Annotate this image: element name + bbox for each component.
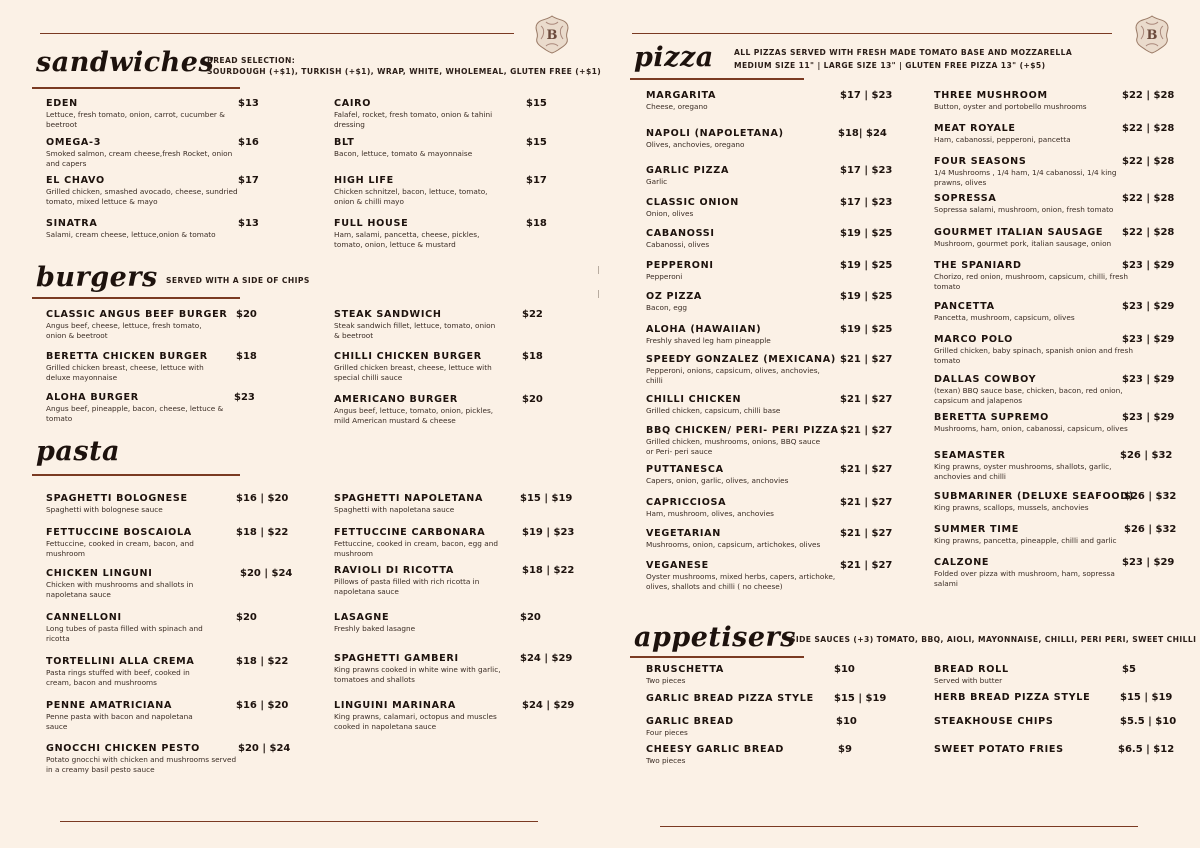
item-name: SPAGHETTI GAMBERI [334, 653, 459, 664]
menu-item [334, 527, 509, 559]
item-price: $15 | $19 [834, 693, 887, 704]
item-description: Smoked salmon, cream cheese,fresh Rocket, onion and capers [46, 149, 233, 168]
item-description: Garlic [646, 177, 668, 186]
item-description: Grilled chicken, baby spinach, spanish onion and fresh tomato [934, 346, 1133, 365]
menu-item [46, 175, 238, 207]
item-description: Bacon, lettuce, tomato & mayonnaise [334, 149, 473, 158]
item-price: $15 | $19 [520, 493, 573, 504]
menu-item [334, 565, 509, 597]
burgers-rule [32, 297, 240, 299]
item-name: GARLIC BREAD PIZZA STYLE [646, 693, 814, 704]
item-name: DALLAS COWBOY [934, 374, 1037, 385]
item-description: King prawns, scallops, mussels, anchovies [934, 503, 1089, 512]
sandwiches-note: BREAD SELECTION: [207, 56, 296, 65]
item-price: $16 | $20 [236, 493, 289, 504]
item-description: Mushroom, gourmet pork, italian sausage, onion [934, 239, 1112, 248]
menu-item [934, 193, 1144, 215]
appetisers-note: SIDE SAUCES (+3) TOMATO, BBQ, AIOLI, MAYONNAISE, CHILLI, PERI PERI, SWEET CHILLI [790, 635, 1197, 644]
item-description: Angus beef, cheese, lettuce, fresh tomato, onion & beetroot [46, 321, 202, 340]
item-name: CABANOSSI [646, 228, 715, 239]
crest-letter: B [1146, 28, 1158, 43]
item-price: $20 [236, 309, 257, 320]
item-price: $18 | $22 [236, 527, 289, 538]
menu-item [934, 374, 1134, 406]
item-price: $22 | $28 [1122, 123, 1175, 134]
menu-item [646, 425, 839, 457]
item-description: Button, oyster and portobello mushrooms [934, 102, 1087, 111]
menu-item [46, 527, 204, 559]
menu-item [46, 612, 204, 644]
item-name: ALOHA (HAWAIIAN) [646, 324, 762, 335]
item-price: $18| $24 [838, 128, 887, 139]
item-name: SWEET POTATO FRIES [934, 744, 1064, 755]
item-description: Grilled chicken breast, cheese, lettuce with deluxe mayonnaise [46, 363, 204, 382]
item-price: $26 | $32 [1120, 450, 1173, 461]
item-name: EDEN [46, 98, 78, 109]
menu-item [934, 260, 1134, 292]
menu-item [646, 664, 816, 686]
item-price: $15 [526, 98, 547, 109]
item-name: BRUSCHETTA [646, 664, 725, 675]
item-description: Mushrooms, ham, onion, cabanossi, capsicum, olives [934, 424, 1128, 433]
item-description: Olives, anchovies, oregano [646, 140, 745, 149]
item-price: $17 [238, 175, 259, 186]
item-name: CALZONE [934, 557, 990, 568]
menu-item [334, 653, 509, 685]
item-description: King prawns, oyster mushrooms, shallots, garlic, anchovies and chilli [934, 462, 1112, 481]
menu-item [934, 692, 1104, 704]
crest-logo [534, 14, 570, 54]
top-rule [40, 33, 514, 34]
item-name: BERETTA CHICKEN BURGER [46, 351, 208, 362]
menu-item [46, 743, 244, 775]
item-name: GOURMET ITALIAN SAUSAGE [934, 227, 1104, 238]
item-name: FETTUCCINE CARBONARA [334, 527, 486, 538]
item-name: CAPRICCIOSA [646, 497, 727, 508]
item-price: $5.5 | $10 [1120, 716, 1177, 727]
item-description: Salami, cream cheese, lettuce,onion & tomato [46, 230, 216, 239]
pizza-title: pizza [634, 42, 714, 73]
item-price: $23 | $29 [1122, 412, 1175, 423]
item-price: $26 | $32 [1124, 491, 1177, 502]
item-price: $20 [522, 394, 543, 405]
menu-item [646, 228, 836, 250]
item-description: Angus beef, pineapple, bacon, cheese, lettuce & tomato [46, 404, 224, 423]
menu-item [646, 693, 816, 705]
menu-item [934, 716, 1104, 728]
item-name: GARLIC PIZZA [646, 165, 730, 176]
item-price: $26 | $32 [1124, 524, 1177, 535]
item-price: $13 [238, 98, 259, 109]
item-description: Two pieces [646, 756, 686, 765]
item-description: Potato gnocchi with chicken and mushrooms served in a creamy basil pesto sauce [46, 755, 237, 774]
item-price: $19 | $25 [840, 291, 893, 302]
crest-letter: B [546, 28, 558, 43]
item-price: $13 [238, 218, 259, 229]
item-description: Fettuccine, cooked in cream, bacon, egg and mushroom [334, 539, 498, 558]
item-description: Capers, onion, garlic, olives, anchovies [646, 476, 789, 485]
item-price: $9 [838, 744, 852, 755]
menu-item [46, 493, 204, 515]
item-name: GARLIC BREAD [646, 716, 734, 727]
menu-item [46, 137, 238, 169]
item-description: Grilled chicken, capsicum, chilli base [646, 406, 781, 415]
item-name: CANNELLONI [46, 612, 122, 623]
menu-item [934, 744, 1104, 756]
menu-item [334, 700, 504, 732]
item-name: AMERICANO BURGER [334, 394, 458, 405]
item-name: CHEESY GARLIC BREAD [646, 744, 785, 755]
item-description: Spaghetti with bolognese sauce [46, 505, 163, 514]
item-description: Grilled chicken, smashed avocado, cheese, sundried tomato, mixed lettuce & mayo [46, 187, 238, 206]
item-name: CLASSIC ONION [646, 197, 739, 208]
item-price: $22 | $28 [1122, 156, 1175, 167]
menu-item [934, 90, 1144, 112]
item-price: $24 | $29 [520, 653, 573, 664]
item-price: $19 | $23 [522, 527, 575, 538]
item-description: Pepperoni [646, 272, 683, 281]
item-name: STEAK SANDWICH [334, 309, 442, 320]
item-name: FOUR SEASONS [934, 156, 1027, 167]
item-price: $19 | $25 [840, 260, 893, 271]
item-name: RAVIOLI DI RICOTTA [334, 565, 454, 576]
item-price: $24 | $29 [522, 700, 575, 711]
item-name: SINATRA [46, 218, 98, 229]
item-price: $17 [526, 175, 547, 186]
right-page [600, 0, 1200, 848]
item-price: $17 | $23 [840, 165, 893, 176]
menu-item [934, 301, 1144, 323]
item-price: $21 | $27 [840, 464, 893, 475]
menu-item [646, 354, 836, 386]
item-name: OMEGA-3 [46, 137, 102, 148]
menu-item [46, 98, 238, 130]
item-description: Lettuce, fresh tomato, onion, carrot, cucumber & beetroot [46, 110, 225, 129]
item-price: $23 | $29 [1122, 557, 1175, 568]
pasta-rule [32, 474, 240, 476]
item-description: Pepperoni, onions, capsicum, olives, anchovies, chilli [646, 366, 820, 385]
pizza-note: MEDIUM SIZE 11" | LARGE SIZE 13" | GLUTEN FREE PIZZA 13" (+$5) [734, 61, 1046, 70]
item-description: King prawns, calamari, octopus and muscles cooked in napoletana sauce [334, 712, 497, 731]
menu-item [334, 394, 502, 426]
menu-item [646, 197, 836, 219]
item-name: GNOCCHI CHICKEN PESTO [46, 743, 201, 754]
item-name: THREE MUSHROOM [934, 90, 1048, 101]
menu-item [46, 351, 224, 383]
item-name: PANCETTA [934, 301, 995, 312]
page-edge-mark [598, 290, 599, 298]
item-price: $21 | $27 [840, 528, 893, 539]
item-price: $20 | $24 [238, 743, 291, 754]
item-description: Falafel, rocket, fresh tomato, onion & tahini dressing [334, 110, 493, 129]
item-description: Pancetta, mushroom, capsicum, olives [934, 313, 1075, 322]
item-name: HIGH LIFE [334, 175, 394, 186]
item-description: Cheese, oregano [646, 102, 708, 111]
item-description: Bacon, egg [646, 303, 687, 312]
item-name: CAIRO [334, 98, 372, 109]
item-name: CHICKEN LINGUNI [46, 568, 153, 579]
pizza-note: ALL PIZZAS SERVED WITH FRESH MADE TOMATO BASE AND MOZZARELLA [734, 48, 1073, 57]
item-description: Mushrooms, onion, capsicum, artichokes, olives [646, 540, 821, 549]
item-name: LINGUINI MARINARA [334, 700, 456, 711]
item-price: $5 [1122, 664, 1136, 675]
menu-item [46, 218, 238, 240]
item-description: (texan) BBQ sauce base, chicken, bacon, red onion, capsicum and jalapenos [934, 386, 1123, 405]
menu-item [934, 156, 1134, 188]
menu-item [934, 491, 1134, 513]
bottom-rule [660, 826, 1138, 827]
sandwiches-rule [32, 87, 240, 89]
item-name: SUMMER TIME [934, 524, 1019, 535]
menu-item [934, 412, 1134, 434]
item-price: $19 | $25 [840, 228, 893, 239]
item-price: $22 [522, 309, 543, 320]
sandwiches-title: sandwiches [36, 47, 215, 78]
item-price: $10 [834, 664, 855, 675]
item-price: $23 | $29 [1122, 334, 1175, 345]
item-name: BREAD ROLL [934, 664, 1009, 675]
item-price: $21 | $27 [840, 497, 893, 508]
item-description: Ham, mushroom, olives, anchovies [646, 509, 774, 518]
menu-item [334, 98, 509, 130]
item-name: CHILLI CHICKEN BURGER [334, 351, 482, 362]
menu-item [646, 165, 836, 187]
item-price: $20 | $24 [240, 568, 293, 579]
item-name: THE SPANIARD [934, 260, 1022, 271]
menu-item [334, 175, 509, 207]
item-description: Chicken with mushrooms and shallots in napoletana sauce [46, 580, 194, 599]
menu-item [934, 334, 1134, 366]
item-name: FETTUCCINE BOSCAIOLA [46, 527, 192, 538]
item-name: PENNE AMATRICIANA [46, 700, 173, 711]
item-name: SPAGHETTI BOLOGNESE [46, 493, 188, 504]
item-description: Two pieces [646, 676, 686, 685]
item-name: STEAKHOUSE CHIPS [934, 716, 1054, 727]
item-description: Onion, olives [646, 209, 694, 218]
item-description: Freshly shaved leg ham pineapple [646, 336, 771, 345]
menu-item [46, 309, 228, 341]
menu-item [46, 656, 214, 688]
item-name: LASAGNE [334, 612, 390, 623]
menu-item [646, 744, 816, 766]
item-description: Penne pasta with bacon and napoletana sauce [46, 712, 193, 731]
item-price: $16 [238, 137, 259, 148]
menu-item [646, 324, 836, 346]
item-description: Spaghetti with napoletana sauce [334, 505, 455, 514]
item-price: $18 [522, 351, 543, 362]
item-description: Chorizo, red onion, mushroom, capsicum, chilli, fresh tomato [934, 272, 1128, 291]
menu-item [646, 464, 836, 486]
item-price: $17 | $23 [840, 197, 893, 208]
pasta-title: pasta [36, 436, 121, 467]
menu-item [646, 560, 840, 592]
item-name: SPAGHETTI NAPOLETANA [334, 493, 484, 504]
item-description: 1/4 Mushrooms , 1/4 ham, 1/4 cabanossi, 1/4 king prawns, olives [934, 168, 1117, 187]
menu-item [334, 218, 509, 250]
item-description: Fettuccine, cooked in cream, bacon, and mushroom [46, 539, 194, 558]
item-description: Pasta rings stuffed with beef, cooked in cream, bacon and mushrooms [46, 668, 190, 687]
page-edge-mark [598, 266, 599, 274]
item-name: SEAMASTER [934, 450, 1006, 461]
menu-item [646, 291, 836, 313]
item-price: $23 | $29 [1122, 260, 1175, 271]
item-price: $23 | $29 [1122, 301, 1175, 312]
item-name: BERETTA SUPREMO [934, 412, 1050, 423]
item-description: King prawns cooked in white wine with garlic, tomatoes and shallots [334, 665, 501, 684]
menu-item [334, 612, 509, 634]
item-description: Long tubes of pasta filled with spinach and ricotta [46, 624, 203, 643]
item-description: Four pieces [646, 728, 688, 737]
item-name: OZ PIZZA [646, 291, 702, 302]
item-price: $17 | $23 [840, 90, 893, 101]
item-name: BLT [334, 137, 355, 148]
item-description: King prawns, pancetta, pineapple, chilli and garlic [934, 536, 1117, 545]
item-name: MEAT ROYALE [934, 123, 1016, 134]
menu-item [334, 493, 509, 515]
item-description: Grilled chicken, mushrooms, onions, BBQ sauce or Peri- peri sauce [646, 437, 821, 456]
item-description: Ham, cabanossi, pepperoni, pancetta [934, 135, 1071, 144]
appetisers-rule [630, 656, 804, 658]
item-price: $20 [236, 612, 257, 623]
item-price: $18 [236, 351, 257, 362]
item-description: Freshly baked lasagne [334, 624, 416, 633]
item-price: $18 | $22 [522, 565, 575, 576]
item-price: $23 | $29 [1122, 374, 1175, 385]
bottom-rule [60, 821, 538, 822]
item-description: Steak sandwich fillet, lettuce, tomato, onion & beetroot [334, 321, 496, 340]
menu-item [934, 227, 1144, 249]
item-price: $15 [526, 137, 547, 148]
item-description: Grilled chicken breast, cheese, lettuce with special chilli sauce [334, 363, 492, 382]
menu-item [646, 394, 836, 416]
item-name: MARCO POLO [934, 334, 1014, 345]
item-price: $19 | $25 [840, 324, 893, 335]
top-rule [632, 33, 1112, 34]
item-name: ALOHA BURGER [46, 392, 139, 403]
item-name: MARGARITA [646, 90, 717, 101]
menu-item [334, 351, 502, 383]
item-price: $15 | $19 [1120, 692, 1173, 703]
menu-item [934, 664, 1104, 686]
menu-item [46, 392, 224, 424]
burgers-note: SERVED WITH A SIDE OF CHIPS [166, 276, 310, 285]
menu-item [646, 716, 816, 738]
item-name: CLASSIC ANGUS BEEF BURGER [46, 309, 228, 320]
item-description: Ham, salami, pancetta, cheese, pickles, tomato, onion, lettuce & mustard [334, 230, 480, 249]
menu-item [934, 557, 1134, 589]
item-name: CHILLI CHICKEN [646, 394, 742, 405]
item-description: Served with butter [934, 676, 1003, 685]
menu-item [934, 450, 1134, 482]
item-description: Sopressa salami, mushroom, onion, fresh tomato [934, 205, 1114, 214]
item-name: VEGETARIAN [646, 528, 722, 539]
sandwiches-note: SOURDOUGH (+$1), TURKISH (+$1), WRAP, WHITE, WHOLEMEAL, GLUTEN FREE (+$1) [207, 67, 602, 76]
menu-item [334, 309, 502, 341]
item-price: $23 [234, 392, 255, 403]
menu-item [646, 497, 836, 519]
item-description: Angus beef, lettuce, tomato, onion, pickles, mild American mustard & cheese [334, 406, 494, 425]
item-price: $21 | $27 [840, 394, 893, 405]
item-price: $22 | $28 [1122, 227, 1175, 238]
appetisers-title: appetisers [634, 622, 796, 653]
item-name: PUTTANESCA [646, 464, 724, 475]
item-description: Pillows of pasta filled with rich ricotta in napoletana sauce [334, 577, 480, 596]
menu-item [46, 568, 221, 600]
menu-item [646, 528, 836, 550]
item-price: $22 | $28 [1122, 193, 1175, 204]
item-name: BBQ CHICKEN/ PERI- PERI PIZZA [646, 425, 839, 436]
menu-item [934, 524, 1144, 546]
item-price: $22 | $28 [1122, 90, 1175, 101]
item-price: $16 | $20 [236, 700, 289, 711]
menu-item [646, 90, 836, 112]
menu-item [46, 700, 204, 732]
item-price: $20 [520, 612, 541, 623]
item-price: $6.5 | $12 [1118, 744, 1175, 755]
item-name: SUBMARINER (DELUXE SEAFOOD) [934, 491, 1135, 502]
item-description: Chicken schnitzel, bacon, lettuce, tomato, onion & chilli mayo [334, 187, 488, 206]
item-description: Cabanossi, olives [646, 240, 710, 249]
item-name: NAPOLI (NAPOLETANA) [646, 128, 784, 139]
pizza-rule [630, 78, 804, 80]
item-name: PEPPERONI [646, 260, 714, 271]
item-name: SOPRESSA [934, 193, 997, 204]
burgers-title: burgers [36, 262, 158, 293]
item-price: $21 | $27 [840, 560, 893, 571]
menu-item [934, 123, 1144, 145]
item-name: SPEEDY GONZALEZ (MEXICANA) [646, 354, 836, 365]
menu-item [334, 137, 509, 159]
item-name: TORTELLINI ALLA CREMA [46, 656, 195, 667]
item-price: $21 | $27 [840, 354, 893, 365]
item-name: HERB BREAD PIZZA STYLE [934, 692, 1091, 703]
item-name: FULL HOUSE [334, 218, 409, 229]
menu-item [646, 128, 836, 150]
item-description: Folded over pizza with mushroom, ham, sopressa salami [934, 569, 1115, 588]
item-price: $21 | $27 [840, 425, 893, 436]
item-name: VEGANESE [646, 560, 709, 571]
menu-item [646, 260, 836, 282]
item-name: EL CHAVO [46, 175, 105, 186]
item-price: $18 [526, 218, 547, 229]
item-price: $18 | $22 [236, 656, 289, 667]
crest-logo [1134, 14, 1170, 54]
item-price: $10 [836, 716, 857, 727]
item-description: Oyster mushrooms, mixed herbs, capers, artichoke, olives, shallots and chilli ( no cheese) [646, 572, 836, 591]
